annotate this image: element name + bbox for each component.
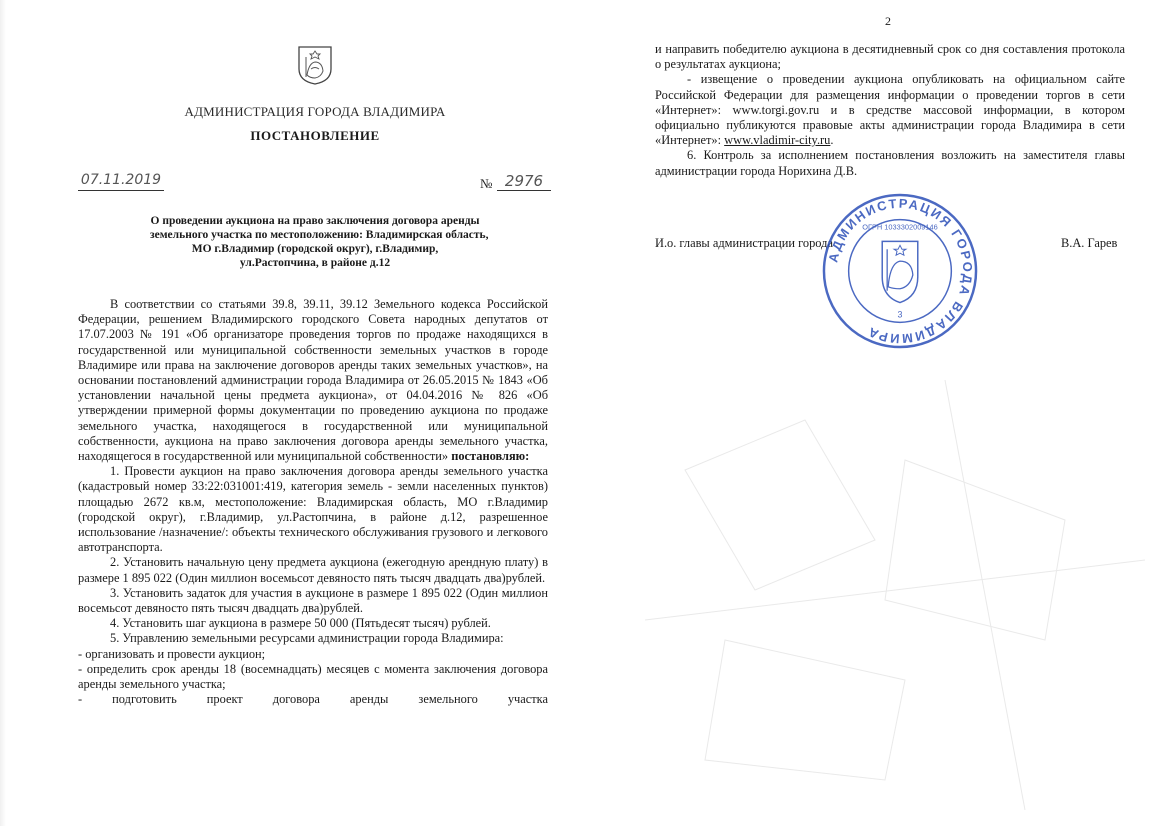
signer-title: И.о. главы администрации города	[655, 236, 833, 250]
continuation: и направить победителю аукциона в десятидневный срок со дня составления протокола о результатах аукциона;	[655, 42, 1125, 72]
notice-paragraph	[655, 72, 1125, 148]
item-5: 5. Управлению земельными ресурсами администрации города Владимира:	[110, 631, 504, 646]
svg-text:АДМИНИСТРАЦИЯ ГОРОДА ВЛАДИМИРА	[825, 196, 975, 347]
city-site-link[interactable]: www.vladimir-city.ru	[724, 133, 831, 148]
subject-line: ул.Растопчина, в районе д.12	[239, 257, 391, 269]
item-5-c: - подготовить проект договора аренды земельного участка	[78, 692, 548, 707]
document-body-continued	[655, 42, 1125, 179]
item-5-a: - организовать и провести аукцион;	[78, 646, 266, 661]
item-2: 2. Установить начальную цену предмета аукциона (ежегодную арендную плату) в размере 1 895 022 (Один миллион восемьсот девяносто пять тысяч двадцать два)рублей.	[78, 555, 548, 585]
document-number: 2976	[497, 172, 551, 191]
subject-line: О проведении аукциона на право заключения договора аренды	[150, 215, 480, 227]
seal-text: АДМИНИСТРАЦИЯ ГОРОДА ВЛАДИМИРА	[825, 195, 976, 347]
document-date: 07.11.2019	[78, 172, 164, 191]
item-3: 3. Установить задаток для участия в аукционе в размере 1 895 022 (Один миллион восемьсот девяносто пять тысяч двадцать два)рублей.	[78, 585, 548, 616]
notice-end: .	[830, 133, 834, 148]
number-label: №	[480, 176, 493, 191]
document-body	[78, 297, 548, 707]
scan-edge	[0, 0, 6, 826]
preamble	[78, 297, 548, 464]
seal-ogrn: ОГРН 1033302009146	[862, 222, 938, 232]
official-seal-icon	[821, 192, 979, 350]
preamble-text: В соответствии со статьями 39.8, 39.11, 39.12 Земельного кодекса Российской Федерации, решением Владимирского городского Совета народных депутатов от 17.07.2003 № 191 «Об организаторе проведения торгов по продаже находящихся в государственной или муниципальной собственности земельных участков в городе Владимире или права на заключение договоров аренды таких земельных участков», на основании постановлений администрации города Владимира от 26.05.2015 № 1843 «Об установлении начальной цены предмета аукциона», от 04.04.2016 № 826 «Об утверждении примерной формы документации по проведению аукциона по продаже земельного участка, находящегося в государственной или муниципальной собственности, аукциона на право заключения договора аренды земельного участка, находящегося в государственной или муниципальной собственности»	[78, 297, 548, 464]
item-4: 4. Установить шаг аукциона в размере 50 000 (Пятьдесят тысяч) рублей.	[110, 616, 491, 631]
right-page	[585, 0, 1169, 826]
item-6: 6. Контроль за исполнением постановления возложить на заместителя главы администрации города Норихина Д.В.	[655, 148, 1125, 178]
notice-text: - извещение о проведении аукциона опубликовать на официальном сайте Российской Федерации для размещения информации о проведении торгов в сети «Интернет»: www.torgi.gov.ru и в средстве массовой информации, в котором официально публикуются правовые акты администрации города Владимира в сети «Интернет»:	[655, 72, 1125, 148]
item-5-b: - определить срок аренды 18 (восемнадцать) месяцев с момента заключения договора аренды земельного участка;	[78, 661, 548, 692]
page-number: 2	[885, 14, 891, 28]
subject-line: земельного участка по местоположению: Владимирская область,	[150, 229, 489, 241]
show-through-pattern	[645, 380, 1145, 810]
coat-of-arms-icon	[297, 45, 333, 85]
left-page	[0, 0, 584, 826]
org-name: АДМИНИСТРАЦИЯ ГОРОДА ВЛАДИМИРА	[184, 104, 446, 119]
item-1: 1. Провести аукцион на право заключения договора аренды земельного участка (кадастровый номер 33:22:031001:419, категория земель - земли населенных пунктов) площадью 2672 кв.м, местоположение: Владимирская область, МО г.Владимир (городской округ), г.Владимир, ул.Растопчина, в районе д.12, разрешенное использование /назначение/: объекты технического обслуживания грузового и легкового автотранспорта.	[78, 464, 548, 555]
document-subject	[150, 214, 489, 270]
document-type: ПОСТАНОВЛЕНИЕ	[250, 128, 380, 143]
subject-line: МО г.Владимир (городской округ), г.Владимир,	[191, 243, 439, 255]
seal-number: 3	[897, 309, 903, 320]
signer-name: В.А. Гарев	[1061, 236, 1118, 250]
preamble-decree: постановляю:	[451, 449, 530, 464]
